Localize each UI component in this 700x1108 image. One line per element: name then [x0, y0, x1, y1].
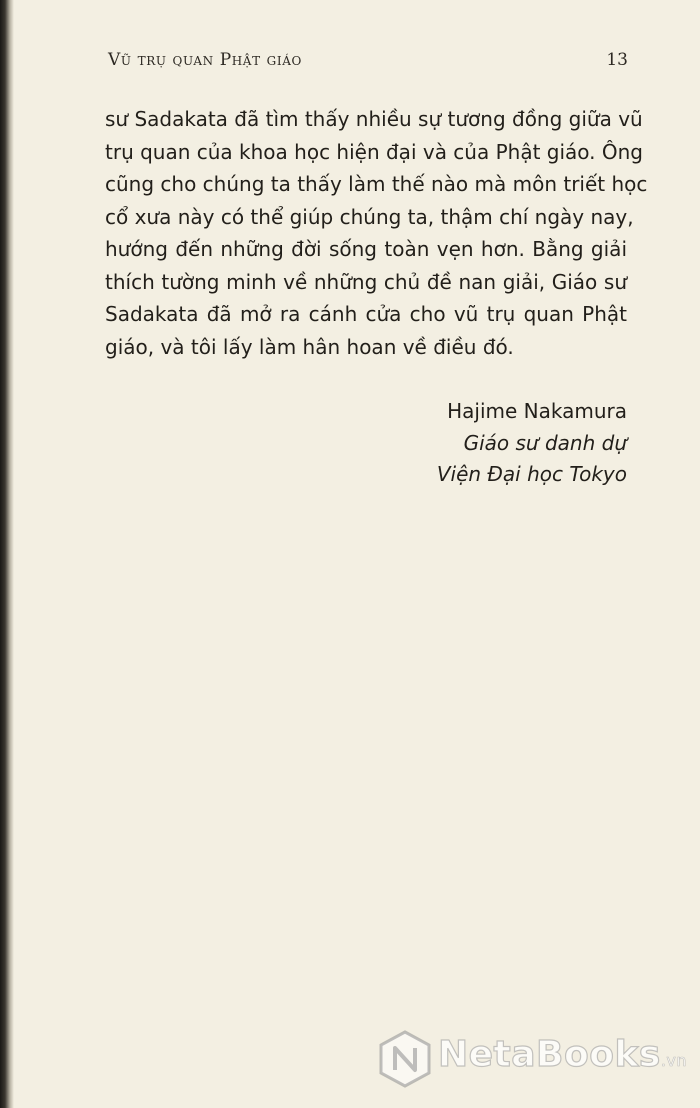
author-title: Giáo sư danh dự — [463, 430, 627, 455]
body-line: sư Sadakata đã tìm thấy nhiều sự tương đồng giữa vũ — [105, 107, 643, 131]
signature-block — [437, 396, 627, 491]
body-line: cũng cho chúng ta thấy làm thế nào mà môn triết học — [105, 172, 648, 196]
body-line: Sadakata đã mở ra cánh cửa cho vũ trụ quan Phật — [105, 302, 627, 326]
running-title: Vũ trụ quan Phật giáo — [108, 50, 302, 70]
watermark-suffix: .vn — [660, 1051, 688, 1070]
author-institution: Viện Đại học Tokyo — [436, 462, 627, 486]
watermark-brand: NetaBooks — [438, 1034, 661, 1075]
body-line: trụ quan của khoa học hiện đại và của Phật giáo. Ông — [105, 139, 643, 164]
page-number: 13 — [606, 50, 628, 70]
running-header — [108, 50, 628, 76]
body-line: cổ xưa này có thể giúp chúng ta, thậm chí ngày nay, — [105, 204, 634, 229]
body-line: giáo, và tôi lấy làm hân hoan về điều đó. — [105, 334, 514, 359]
watermark — [378, 1026, 698, 1090]
netabooks-logo-icon — [378, 1030, 432, 1088]
watermark-text — [438, 1034, 687, 1075]
author-name: Hajime Nakamura — [447, 399, 627, 423]
page-binding-edge — [0, 0, 14, 1108]
body-paragraph — [105, 103, 648, 363]
body-line: hướng đến những đời sống toàn vẹn hơn. Bằng giải — [105, 237, 627, 261]
body-line: thích tường minh về những chủ đề nan giải, Giáo sư — [105, 269, 627, 294]
